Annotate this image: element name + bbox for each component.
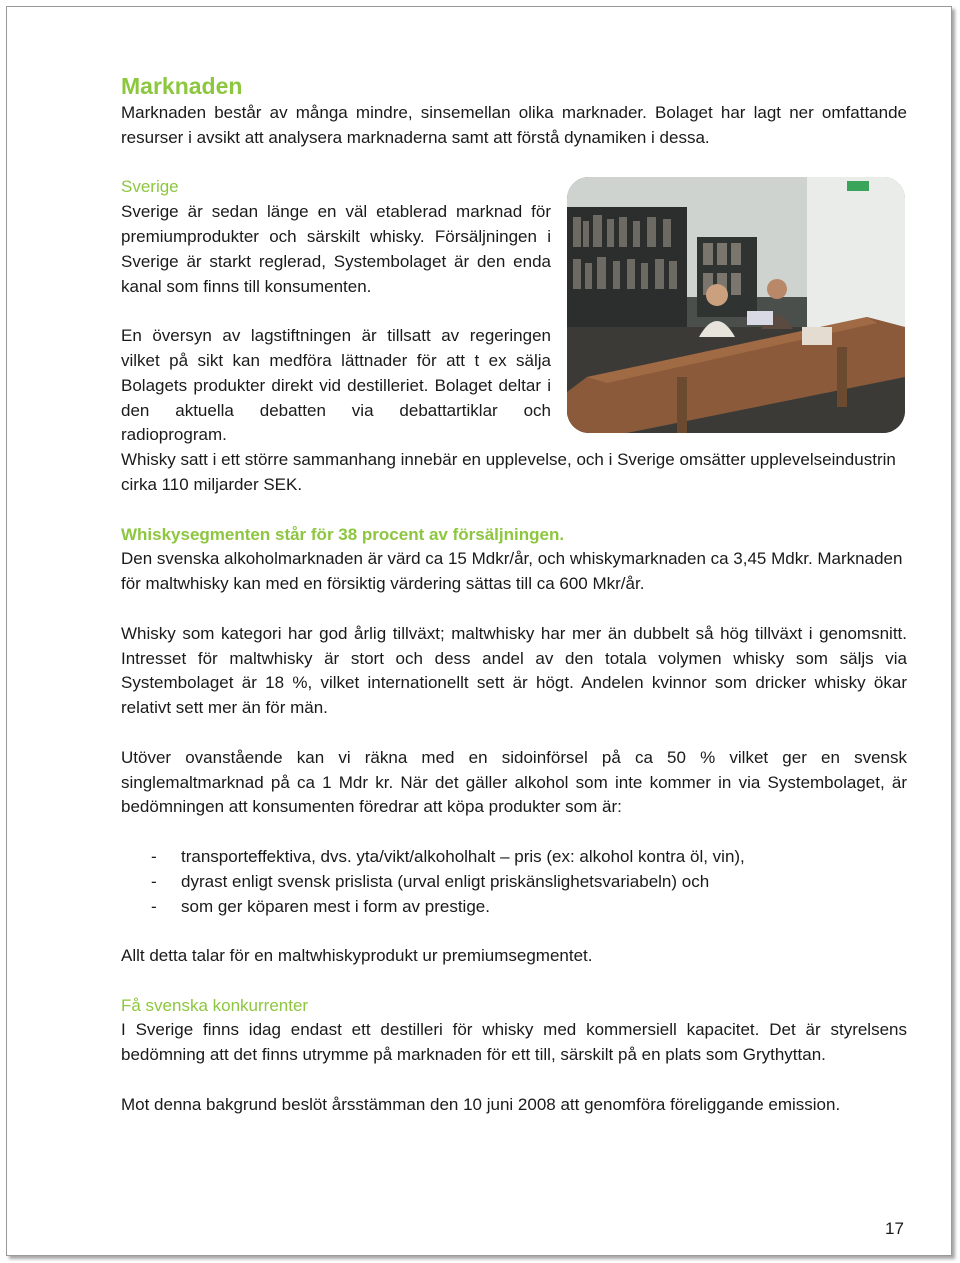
document-page bbox=[6, 6, 952, 1256]
competitors-paragraph-2: Mot denna bakgrund beslöt årsstämman den 10 juni 2008 att genomföra föreliggande emission. bbox=[121, 1094, 841, 1114]
sweden-paragraph-1: Sverige är sedan länge en väl etablerad marknad för premiumprodukter och särskilt whisky. Försäljningen i Sverige är starkt reglerad, Systembolaget är den enda kanal som finns till konsumenten. bbox=[121, 202, 551, 296]
list-item: - dyrast enligt svensk prislista (urval enligt priskänslighetsvariabeln) och bbox=[151, 871, 710, 891]
library-photo-illustration bbox=[567, 177, 905, 433]
list-item: - transporteffektiva, dvs. yta/vikt/alkoholhalt – pris (ex: alkohol kontra öl, vin), bbox=[151, 846, 745, 866]
segments-subheading: Whiskysegmenten står för 38 procent av försäljningen. bbox=[121, 524, 565, 544]
competitors-subheading: Få svenska konkurrenter bbox=[121, 995, 309, 1015]
page-heading: Marknaden bbox=[121, 73, 243, 99]
competitors-paragraph-1: I Sverige finns idag endast ett destilleri för whisky med kommersiell kapacitet. Det är styrelsens bedömning att det finns utrymme på marknaden för ett till, särskilt på en plats som Grythyttan. bbox=[121, 1020, 907, 1065]
library-photo bbox=[567, 177, 905, 433]
segments-paragraph-3: Utöver ovanstående kan vi räkna med en sidoinförsel på ca 50 % vilket ger en svensk singlemaltmarknad på ca 1 Mdr kr. När det gäller alkohol som inte kommer in via Systembolaget, är bedömningen att konsumenten föredrar att köpa produkter som är: bbox=[121, 747, 907, 817]
page-content bbox=[121, 71, 907, 1118]
segments-paragraph-2: Whisky som kategori har god årlig tillväxt; maltwhisky har mer än dubbelt så hög tillväxt i genomsnitt. Intresset för maltwhisky är stort och dess andel av den totala volymen whisky som säljs via Systembolaget är 18 %, vilket internationellt sett är högt. Andelen kvinnor som dricker whisky ökar relativt sett mer än för män. bbox=[121, 623, 907, 718]
sweden-paragraph-3: Whisky satt i ett större sammanhang innebär en upplevelse, och i Sverige omsätter upplevelseindustrin cirka 110 miljarder SEK. bbox=[121, 450, 896, 494]
segments-section bbox=[121, 523, 907, 969]
sweden-subheading: Sverige bbox=[121, 177, 179, 197]
preference-list bbox=[121, 845, 907, 919]
intro-paragraph: Marknaden består av många mindre, sinsemellan olika marknader. Bolaget har lagt ner omfattande resurser i avsikt att analysera marknaderna samt att förstå dynamiken i dessa. bbox=[121, 103, 907, 147]
sweden-paragraph-2: En översyn av lagstiftningen är tillsatt av regeringen vilket på sikt kan medföra lättnader för att t ex sälja Bolagets produkter direkt vid destilleriet. Bolaget deltar i den aktuella debatten via debattartiklar och radioprogram. bbox=[121, 326, 551, 445]
competitors-section bbox=[121, 994, 907, 1118]
segments-paragraph-4: Allt detta talar för en maltwhiskyprodukt ur premiumsegmentet. bbox=[121, 946, 593, 966]
list-item: - som ger köparen mest i form av prestige. bbox=[151, 896, 490, 916]
segments-paragraph-1: Den svenska alkoholmarknaden är värd ca 15 Mdkr/år, och whiskymarknaden ca 3,45 Mdkr. Marknaden för maltwhisky kan med en försiktig värdering sättas till ca 600 Mkr/år. bbox=[121, 549, 903, 594]
page-number: 17 bbox=[885, 1219, 904, 1238]
